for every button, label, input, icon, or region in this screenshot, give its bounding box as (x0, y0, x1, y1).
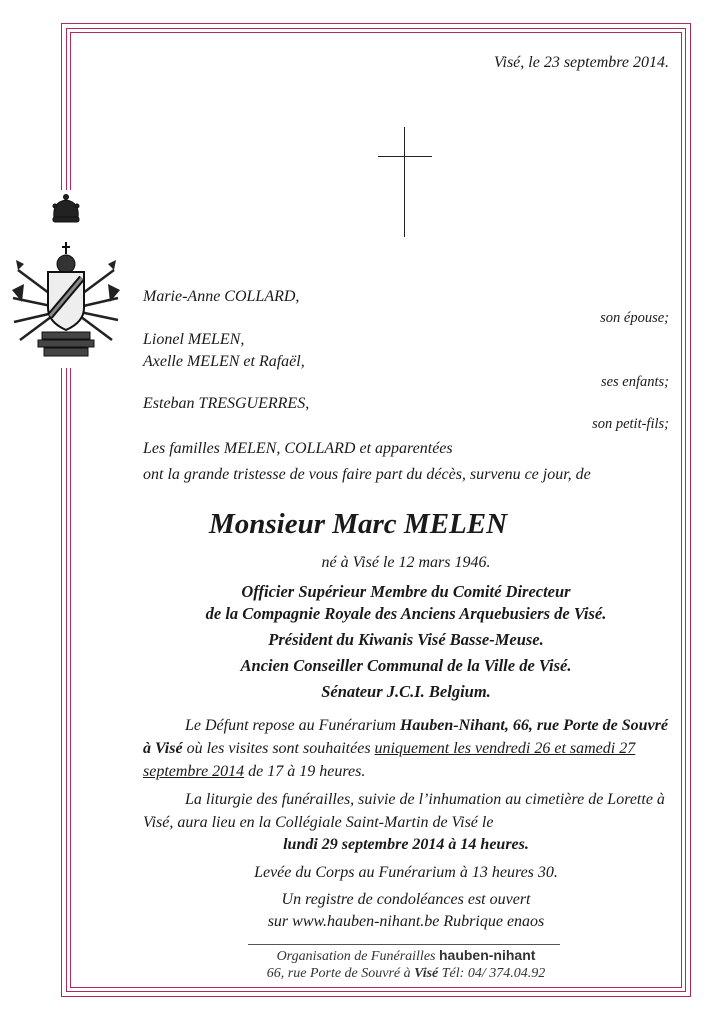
funerarium-address: Hauben-Nihant, 66, rue Porte de Souvré à Visé (143, 717, 668, 757)
title-line-3: Président du Kiwanis Visé Basse-Meuse. (268, 630, 544, 649)
date-line: Visé, le 23 septembre 2014. (493, 54, 669, 71)
visitation-text-1: Le Défunt repose au Funérarium (185, 717, 400, 734)
role-grandson: son petit-fils; (592, 416, 669, 432)
family-line-child2: Axelle MELEN et Rafaël, (143, 353, 305, 370)
footer-city: Visé (414, 966, 439, 981)
crown-icon (53, 195, 79, 223)
family-line-spouse: Marie-Anne COLLARD, (143, 288, 300, 305)
title-line-4: Ancien Conseiller Communal de la Ville de Visé. (240, 656, 572, 675)
footer-divider (248, 944, 560, 945)
funeral-date: lundi 29 septembre 2014 à 14 heures. (283, 836, 529, 853)
registry-line-2: sur www.hauben-nihant.be Rubrique enaos (267, 913, 545, 930)
levee-line: Levée du Corps au Funérarium à 13 heures 30. (254, 864, 558, 881)
funeral-paragraph: La liturgie des funérailles, suivie de l’inhumation au cimetière de Lorette à Visé, aura lieu en la Collégiale Saint-Martin de Visé le (143, 791, 665, 831)
family-line-child1: Lionel MELEN, (143, 331, 245, 348)
announcement-line: ont la grande tristesse de vous faire part du décès, survenu ce jour, de (143, 466, 591, 483)
title-line-1: Officier Supérieur Membre du Comité Directeur (241, 582, 571, 601)
title-line-5: Sénateur J.C.I. Belgium. (321, 682, 491, 701)
visitation-dates: uniquement les vendredi 26 et samedi 27 septembre 2014 (143, 740, 636, 780)
footer-address (96, 966, 716, 982)
birth-line: né à Visé le 12 mars 1946. (321, 554, 491, 571)
role-children: ses enfants; (600, 374, 669, 390)
families-line: Les familles MELEN, COLLARD et apparentées (143, 440, 453, 457)
title-line-2: de la Compagnie Royale des Anciens Arquebusiers de Visé. (205, 604, 607, 623)
visitation-text-2: où les visites sont souhaitées (182, 740, 375, 757)
visitation-hours: de 17 à 19 heures. (244, 763, 366, 780)
registry-line-1: Un registre de condoléances est ouvert (281, 891, 531, 908)
footer-org-prefix: Organisation de Funérailles (276, 949, 439, 964)
coat-of-arms-icon (8, 190, 124, 365)
cross-icon (404, 127, 405, 237)
visitation-paragraph (143, 714, 671, 783)
brand-logo: hauben-nihant (438, 947, 536, 963)
deceased-name: Monsieur Marc MELEN (208, 508, 508, 540)
cross-icon-bar (378, 156, 432, 157)
footer-address-prefix: 66, rue Porte de Souvré à (266, 966, 415, 981)
family-line-grandson: Esteban TRESGUERRES, (143, 395, 310, 412)
footer-organisation (96, 947, 716, 965)
role-spouse: son épouse; (600, 310, 669, 326)
footer-phone: Tél: 04/ 374.04.92 (438, 966, 546, 981)
